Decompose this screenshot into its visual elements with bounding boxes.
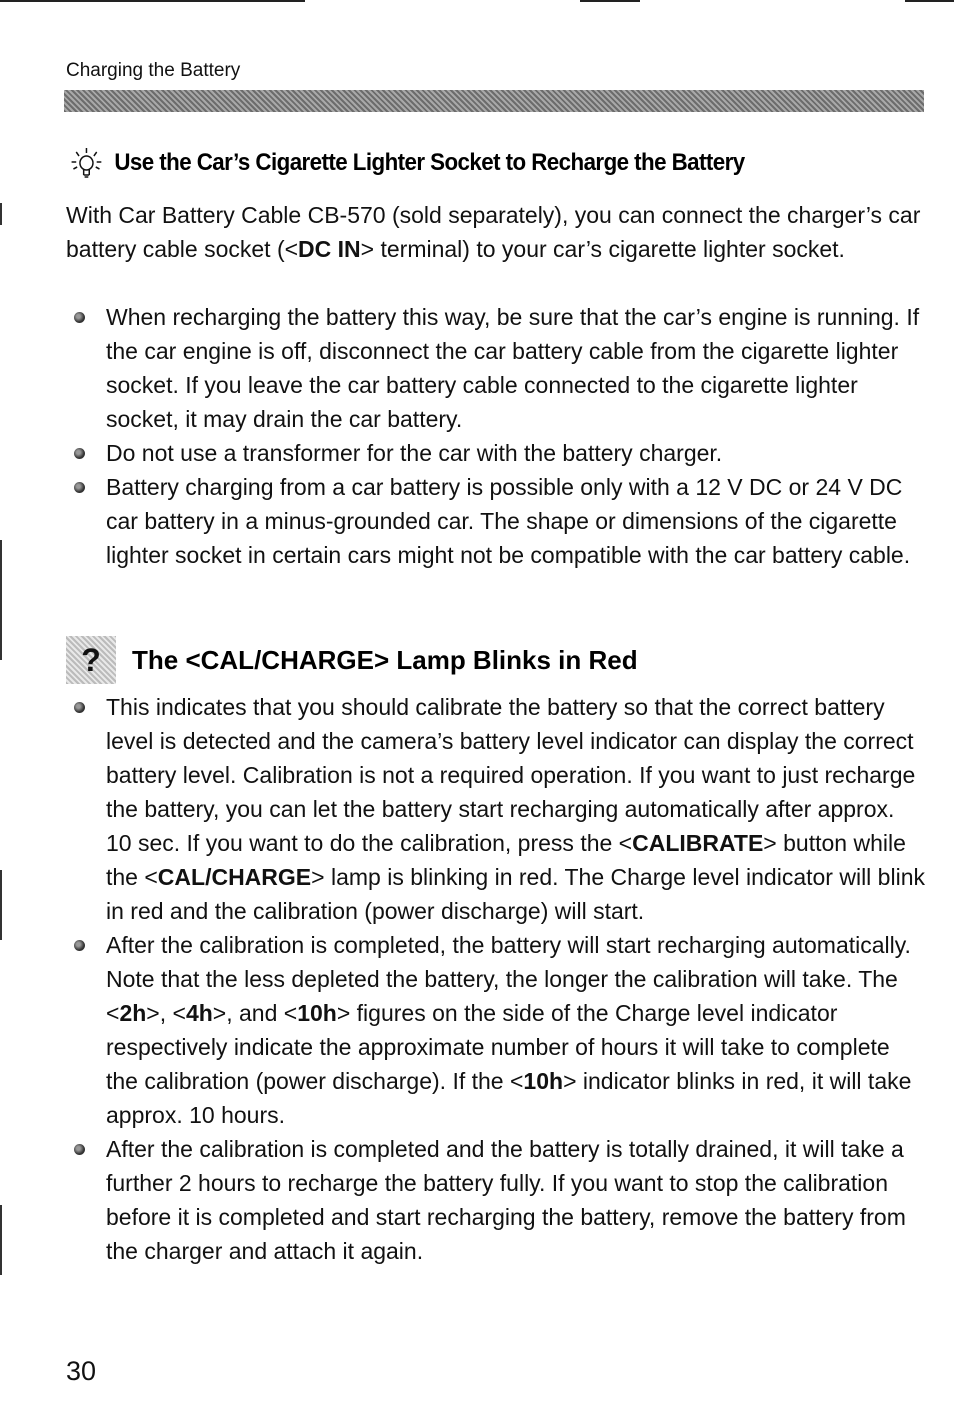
page-number: 30: [66, 1356, 97, 1386]
list-item: This indicates that you should calibrate the battery so that the correct battery level is detected and the camera’s battery level indicator can display the correct battery level. Calibration is not a required operation. If you want to just recharge the battery, you can let the battery start recharging automatically after approx. 10 sec. If you want to do the calibration, press the <CALIBRATE> button while the <CAL/CHARGE> lamp is blinking in red. The Charge level indicator will blink in red and the calibration (power discharge) will start.: [66, 690, 926, 928]
section-heading-lamp-blinks: [66, 636, 638, 684]
top-rule-right: [905, 0, 954, 2]
car-socket-bullet-list: [66, 300, 926, 572]
section-heading-text: The <CAL/CHARGE> Lamp Blinks in Red: [132, 644, 638, 675]
question-mark-icon: ?: [66, 636, 116, 684]
bullet-icon: [74, 312, 85, 323]
header-band: [64, 90, 924, 112]
bullet-icon: [74, 1144, 85, 1155]
intro-paragraph: With Car Battery Cable CB-570 (sold separately), you can connect the charger’s car battery cable socket (<DC IN> terminal) to your car’s cigarette lighter socket.: [66, 202, 921, 262]
top-rule-left: [0, 0, 305, 2]
bullet-icon: [74, 482, 85, 493]
margin-mark: [0, 203, 2, 225]
margin-mark: [0, 540, 2, 660]
bullet-icon: [74, 940, 85, 951]
bullet-icon: [74, 448, 85, 459]
margin-mark: [0, 870, 2, 940]
list-item: Battery charging from a car battery is possible only with a 12 V DC or 24 V DC car battery in a minus-grounded car. The shape or dimensions of the cigarette lighter socket in certain cars might not be compatible with the car battery cable.: [66, 470, 926, 572]
list-item: Do not use a transformer for the car with the battery charger.: [66, 436, 926, 470]
calibration-bullet-list: [66, 690, 926, 1268]
top-rule-center: [580, 0, 640, 2]
list-item: When recharging the battery this way, be sure that the car’s engine is running. If the car engine is off, disconnect the car battery cable from the cigarette lighter socket. If you leave the car battery cable connected to the cigarette lighter socket, it may drain the car battery.: [66, 300, 926, 436]
lightbulb-tip-icon: [66, 146, 107, 180]
bullet-icon: [74, 702, 85, 713]
list-item: After the calibration is completed, the battery will start recharging automatically. Note that the less depleted the battery, the longer the calibration will take. The <2h>, <4h>, and <10h> figures on the side of the Charge level indicator respectively indicate the approximate number of hours it will take to complete the calibration (power discharge). If the <10h> indicator blinks in red, it will take approx. 10 hours.: [66, 928, 926, 1132]
list-item: After the calibration is completed and the battery is totally drained, it will take a further 2 hours to recharge the battery fully. If you want to stop the calibration before it is completed and start recharging the battery, remove the battery from the charger and attach it again.: [66, 1132, 926, 1268]
section-heading-text: Use the Car’s Cigarette Lighter Socket to Recharge the Battery: [114, 149, 745, 176]
running-head: Charging the Battery: [66, 60, 241, 81]
section-heading-car-socket: [66, 146, 745, 180]
margin-mark: [0, 1205, 2, 1275]
